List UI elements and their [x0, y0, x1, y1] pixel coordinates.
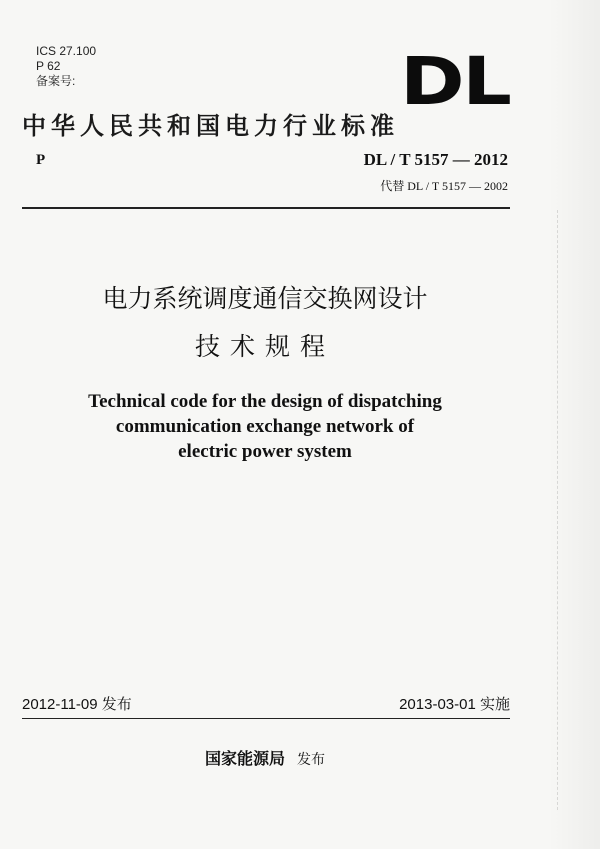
- publisher-name: 国家能源局: [204, 749, 285, 768]
- header-divider: [22, 207, 510, 209]
- issue-date: 2012-11-09 发布: [22, 696, 132, 713]
- standard-number: DL / T 5157 — 2012: [363, 150, 508, 169]
- date-row: [22, 693, 510, 715]
- replaces-standard: 代替 DL / T 5157 — 2002: [380, 179, 508, 193]
- publisher-line: [0, 746, 530, 769]
- classification-code: P 62: [36, 59, 61, 73]
- scan-artifact: [557, 210, 558, 810]
- scan-shadow: [548, 0, 600, 849]
- chinese-title-line2: 技术规程: [194, 332, 335, 361]
- classification-block: [36, 44, 96, 89]
- english-title-line: electric power system: [178, 441, 352, 462]
- filing-number-label: 备案号:: [36, 74, 76, 88]
- english-title-line: Technical code for the design of dispatching: [88, 391, 442, 412]
- footer-divider: [22, 718, 510, 719]
- publisher-action: 发布: [297, 752, 325, 768]
- implementation-date: 2013-03-01 实施: [399, 696, 510, 713]
- dl-logo: DL: [400, 43, 510, 120]
- english-title: [0, 389, 530, 464]
- category-letter: P: [36, 152, 46, 168]
- ics-code: ICS 27.100: [36, 44, 97, 58]
- english-title-line: communication exchange network of: [115, 416, 415, 437]
- chinese-title-line1: 电力系统调度通信交换网设计: [102, 284, 428, 313]
- industry-standard-title: 中华人民共和国电力行业标准: [22, 111, 399, 140]
